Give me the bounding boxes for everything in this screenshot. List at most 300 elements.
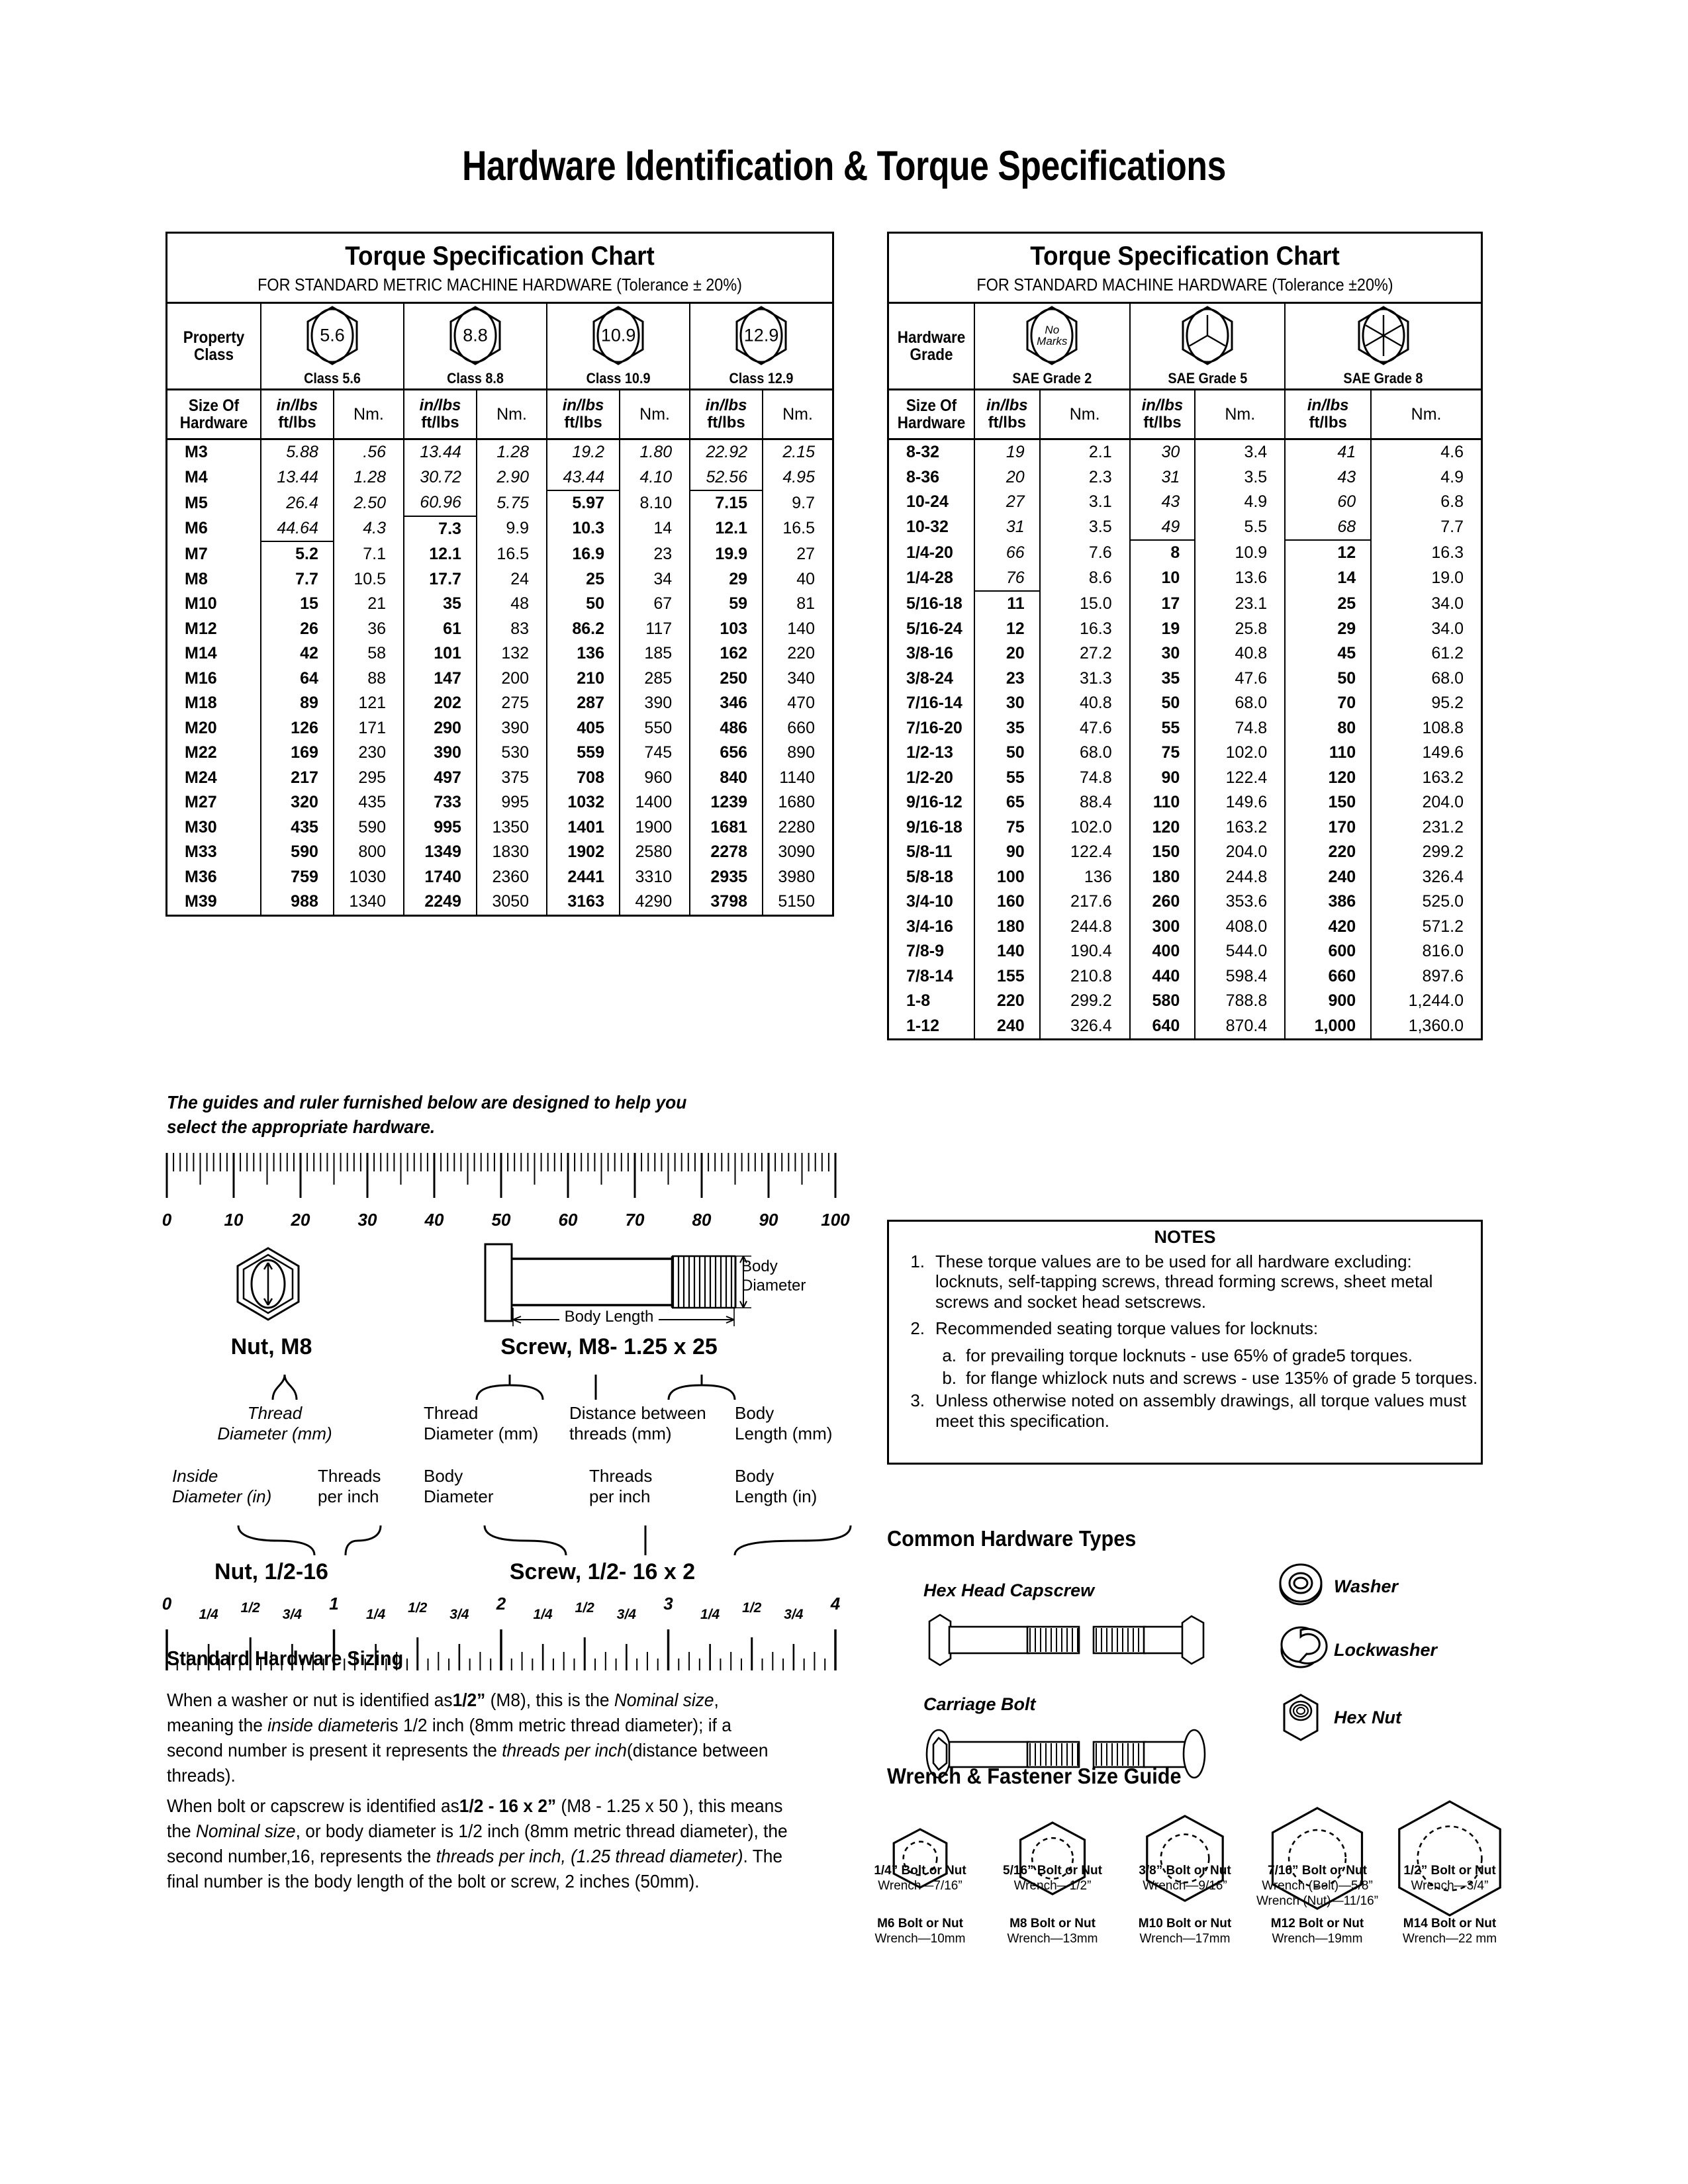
metric-table-row <box>167 766 832 791</box>
hex-class-icon: 5.6 <box>304 305 361 366</box>
sae-nm-cell: 571.2 <box>1371 915 1481 940</box>
metric-torque-cell: 35 <box>404 592 477 617</box>
sae-size-cell: 7/8-9 <box>906 942 944 961</box>
metric-nm-cell: 36 <box>334 617 404 642</box>
metric-torque-cell: 22.92 <box>690 439 763 465</box>
note-item <box>889 1251 1481 1312</box>
sae-nm-cell: 163.2 <box>1371 766 1481 791</box>
wrench-metric-size: Wrench—13mm <box>1007 1932 1098 1946</box>
screw-threads-per-inch-callout: Threads per inch <box>589 1466 653 1507</box>
sae-torque-cell: 90 <box>1130 766 1196 791</box>
metric-torque-cell: 147 <box>404 666 477 692</box>
metric-nm-cell: 16.5 <box>477 541 547 567</box>
wrench-imperial-size: Wrench—1/2” <box>1013 1879 1092 1893</box>
washer-icon <box>1278 1562 1324 1608</box>
sae-chart-header <box>889 234 1481 304</box>
metric-size-cell: M6 <box>185 519 208 538</box>
sae-torque-cell: 35 <box>974 716 1040 741</box>
sae-nm-cell: 897.6 <box>1371 964 1481 989</box>
screw-body-length-callout: Body Length (mm) <box>735 1403 833 1444</box>
metric-torque-cell: 217 <box>261 766 334 791</box>
metric-nm-cell: 1.28 <box>334 465 404 491</box>
metric-torque-cell: 590 <box>261 840 334 865</box>
sae-torque-cell: 420 <box>1285 915 1371 940</box>
sae-torque-cell: 10 <box>1130 566 1196 592</box>
metric-nm-cell: 470 <box>763 691 832 716</box>
sae-table-row <box>889 691 1481 716</box>
metric-torque-cell: 64 <box>261 666 334 692</box>
sae-torque-cell: 19 <box>974 439 1040 465</box>
sae-nm-cell: 408.0 <box>1195 915 1285 940</box>
metric-nm-cell: 23 <box>620 541 690 567</box>
inch-ruler-fraction-label: 1/4 <box>533 1607 553 1622</box>
washer-label: Washer <box>1334 1576 1399 1596</box>
sae-torque-cell: 240 <box>974 1014 1040 1039</box>
inch-ruler-whole-label: 3 <box>663 1594 673 1614</box>
note-subnumber: a. <box>942 1345 957 1365</box>
metric-torque-cell: 2278 <box>690 840 763 865</box>
body-diameter-label: Body Diameter <box>741 1257 806 1295</box>
inch-ruler-fraction-label: 1/2 <box>240 1600 260 1615</box>
sae-table-row <box>889 716 1481 741</box>
page-title: Hardware Identification & Torque Specifications <box>462 143 1226 189</box>
sae-torque-cell: 20 <box>974 465 1040 490</box>
metric-torque-cell: 126 <box>261 716 334 741</box>
metric-torque-cell: 320 <box>261 790 334 815</box>
note-number: 1. <box>910 1251 925 1271</box>
metric-ruler-tick-label: 80 <box>692 1210 712 1230</box>
sae-nm-cell: 15.0 <box>1040 591 1130 617</box>
sae-nm-cell: 13.6 <box>1195 566 1285 592</box>
metric-nm-cell: 960 <box>620 766 690 791</box>
sae-nm-cell: 34.0 <box>1371 591 1481 617</box>
sae-nm-cell: 68.0 <box>1040 741 1130 766</box>
sae-table-row <box>889 641 1481 666</box>
metric-nm-cell: 3310 <box>620 865 690 890</box>
metric-nm-cell: 67 <box>620 592 690 617</box>
metric-torque-cell: 89 <box>261 691 334 716</box>
sae-nm-cell: 7.7 <box>1371 515 1481 541</box>
metric-size-cell: M8 <box>185 569 208 588</box>
wrench-imperial-title: 7/16” Bolt or Nut <box>1268 1864 1367 1878</box>
wrench-metric-title: M12 Bolt or Nut <box>1270 1917 1364 1931</box>
sae-torque-cell: 80 <box>1285 716 1371 741</box>
screw-body-length-inch-callout: Body Length (in) <box>735 1466 818 1507</box>
sae-table-row <box>889 666 1481 692</box>
metric-nm-cell: 1830 <box>477 840 547 865</box>
sae-spec-table <box>889 304 1481 1038</box>
sizing-heading: Standard Hardware Sizing <box>167 1647 404 1670</box>
metric-table-row <box>167 741 832 766</box>
sae-nm-cell: 217.6 <box>1040 889 1130 915</box>
metric-size-cell: M30 <box>185 817 217 837</box>
sae-table-row <box>889 790 1481 815</box>
wrench-hex-icon-5 <box>1391 1800 1508 1920</box>
wrench-metric-title: M14 Bolt or Nut <box>1403 1917 1497 1931</box>
sae-nm-cell: 136 <box>1040 865 1130 890</box>
metric-size-label: Size Of Hardware <box>167 390 261 439</box>
metric-torque-cell: 202 <box>404 691 477 716</box>
wrench-imperial-label-2 <box>1003 1863 1102 1893</box>
metric-unit-nm-3: Nm. <box>620 390 690 439</box>
metric-torque-chart <box>165 232 834 917</box>
metric-nm-cell: 24 <box>477 567 547 592</box>
metric-nm-cell: 9.9 <box>477 516 547 542</box>
sae-torque-cell: 386 <box>1285 889 1371 915</box>
sae-nm-cell: 7.6 <box>1040 540 1130 566</box>
sae-nm-cell: 10.9 <box>1195 540 1285 566</box>
sae-nm-cell: 299.2 <box>1040 989 1130 1014</box>
metric-nm-cell: 295 <box>334 766 404 791</box>
sae-torque-cell: 50 <box>974 741 1040 766</box>
metric-nm-cell: 88 <box>334 666 404 692</box>
metric-nm-cell: 16.5 <box>763 516 832 542</box>
sae-size-cell: 1/2-13 <box>906 743 953 762</box>
sae-size-cell: 3/4-16 <box>906 917 953 936</box>
sae-torque-cell: 11 <box>974 591 1040 617</box>
sae-unit-inlbs-ftlbs-1: in/lbs ft/lbs <box>974 390 1040 439</box>
sae-table-row <box>889 591 1481 617</box>
metric-ruler-tick-label: 100 <box>821 1210 850 1230</box>
sae-nm-cell: 816.0 <box>1371 939 1481 964</box>
screw-thread-distance-callout: Distance between threads (mm) <box>569 1403 706 1444</box>
metric-torque-cell: 5.88 <box>261 439 334 465</box>
wrench-imperial-size: Wrench (Bolt)—5/8” <box>1262 1879 1373 1893</box>
metric-nm-cell: 3090 <box>763 840 832 865</box>
hex-head-capscrew-label: Hex Head Capscrew <box>923 1580 1095 1600</box>
metric-torque-cell: 50 <box>547 592 620 617</box>
nut-inside-diameter-callout: Inside Diameter (in) <box>172 1466 272 1507</box>
metric-torque-cell: 1349 <box>404 840 477 865</box>
metric-nm-cell: 58 <box>334 641 404 666</box>
sae-table-row <box>889 515 1481 541</box>
sae-torque-cell: 25 <box>1285 591 1371 617</box>
metric-torque-cell: 405 <box>547 716 620 741</box>
sae-nm-cell: 3.5 <box>1040 515 1130 541</box>
wrench-imperial-label-3 <box>1139 1863 1231 1893</box>
metric-nm-cell: .56 <box>334 439 404 465</box>
metric-torque-cell: 103 <box>690 617 763 642</box>
metric-torque-cell: 15 <box>261 592 334 617</box>
note-item <box>889 1318 1481 1338</box>
metric-size-cell: M12 <box>185 619 217 638</box>
inch-ruler-fraction-label: 3/4 <box>282 1607 302 1622</box>
metric-torque-cell: 60.96 <box>404 490 477 516</box>
metric-size-cell: M4 <box>185 468 208 487</box>
sae-size-cell: 1/4-20 <box>906 543 953 562</box>
sae-table-row <box>889 741 1481 766</box>
metric-table-row <box>167 541 832 567</box>
metric-torque-cell: 497 <box>404 766 477 791</box>
inch-ruler-fraction-label: 1/4 <box>700 1607 720 1622</box>
metric-nm-cell: 132 <box>477 641 547 666</box>
sae-nm-cell: 74.8 <box>1195 716 1285 741</box>
metric-size-cell: M33 <box>185 842 217 862</box>
metric-size-cell: M3 <box>185 443 208 462</box>
metric-chart-title: Torque Specification Chart <box>345 242 655 271</box>
metric-torque-cell: 16.9 <box>547 541 620 567</box>
sae-table-row <box>889 617 1481 642</box>
sae-nm-cell: 870.4 <box>1195 1014 1285 1039</box>
sae-size-cell: 7/16-20 <box>906 718 962 737</box>
sae-size-cell: 5/8-18 <box>906 867 953 886</box>
sae-torque-cell: 50 <box>1130 691 1196 716</box>
metric-table-row <box>167 666 832 692</box>
inch-ruler-fraction-label: 1/2 <box>408 1600 428 1615</box>
sae-torque-cell: 49 <box>1130 515 1196 541</box>
metric-nm-cell: 5.75 <box>477 490 547 516</box>
sae-nm-cell: 40.8 <box>1195 641 1285 666</box>
hex-nut-icon <box>1278 1691 1324 1743</box>
sae-nm-cell: 326.4 <box>1371 865 1481 890</box>
sae-size-cell: 1-12 <box>906 1016 940 1035</box>
sae-unit-inlbs-ftlbs-3: in/lbs ft/lbs <box>1285 390 1371 439</box>
metric-size-cell: M5 <box>185 493 208 512</box>
metric-torque-cell: 656 <box>690 741 763 766</box>
sae-torque-cell: 140 <box>974 939 1040 964</box>
metric-ruler-tick-label: 90 <box>759 1210 778 1230</box>
metric-size-cell: M16 <box>185 668 217 688</box>
sae-nm-cell: 34.0 <box>1371 617 1481 642</box>
metric-torque-cell: 1032 <box>547 790 620 815</box>
sae-nm-cell: 190.4 <box>1040 939 1130 964</box>
sae-torque-cell: 260 <box>1130 889 1196 915</box>
sae-torque-cell: 600 <box>1285 939 1371 964</box>
sae-torque-cell: 12 <box>1285 540 1371 566</box>
metric-torque-cell: 7.3 <box>404 516 477 542</box>
sae-nm-cell: 244.8 <box>1195 865 1285 890</box>
sae-torque-cell: 43 <box>1130 490 1196 515</box>
metric-table-row <box>167 516 832 542</box>
hex-grade-icon <box>1179 305 1236 366</box>
notes-title: NOTES <box>1154 1227 1216 1247</box>
metric-torque-cell: 2441 <box>547 865 620 890</box>
metric-size-cell: M22 <box>185 743 217 762</box>
metric-torque-cell: 250 <box>690 666 763 692</box>
sae-torque-cell: 20 <box>974 641 1040 666</box>
sae-nm-cell: 3.4 <box>1195 439 1285 465</box>
sae-nm-cell: 16.3 <box>1040 617 1130 642</box>
metric-torque-cell: 287 <box>547 691 620 716</box>
sae-nm-cell: 23.1 <box>1195 591 1285 617</box>
metric-nm-cell: 660 <box>763 716 832 741</box>
sae-torque-cell: 300 <box>1130 915 1196 940</box>
wrench-imperial-label-4 <box>1256 1863 1378 1909</box>
wrench-metric-title: M10 Bolt or Nut <box>1138 1917 1232 1931</box>
metric-torque-cell: 44.64 <box>261 516 334 542</box>
sae-torque-cell: 19 <box>1130 617 1196 642</box>
sae-size-cell: 1-8 <box>906 991 931 1011</box>
sae-nm-cell: 149.6 <box>1195 790 1285 815</box>
metric-size-cell: M7 <box>185 544 208 563</box>
sae-torque-cell: 120 <box>1285 766 1371 791</box>
metric-ruler-tick-label: 50 <box>491 1210 511 1230</box>
metric-nm-cell: 1400 <box>620 790 690 815</box>
metric-size-cell: M14 <box>185 644 217 663</box>
sae-torque-cell: 150 <box>1285 790 1371 815</box>
wrench-imperial-title: 1/4” Bolt or Nut <box>874 1864 966 1878</box>
inch-ruler-whole-label: 4 <box>830 1594 841 1614</box>
sae-torque-chart <box>887 232 1483 1040</box>
sae-table-row <box>889 766 1481 791</box>
guide-intro-text: The guides and ruler furnished below are designed to help you select the appropriate hardware. <box>167 1092 687 1137</box>
metric-size-cell: M20 <box>185 718 217 737</box>
sae-torque-cell: 660 <box>1285 964 1371 989</box>
lockwasher-icon <box>1278 1625 1324 1671</box>
hex-nut-label: Hex Nut <box>1334 1707 1402 1727</box>
metric-torque-cell: 559 <box>547 741 620 766</box>
sae-nm-cell: 353.6 <box>1195 889 1285 915</box>
sae-nm-cell: 68.0 <box>1371 666 1481 692</box>
metric-nm-cell: 530 <box>477 741 547 766</box>
metric-nm-cell: 3050 <box>477 889 547 915</box>
sae-torque-cell: 100 <box>974 865 1040 890</box>
metric-torque-cell: 2935 <box>690 865 763 890</box>
sae-table-row <box>889 865 1481 890</box>
sae-table-row <box>889 540 1481 566</box>
hex-class-icon: 12.9 <box>733 305 790 366</box>
sae-table-row <box>889 815 1481 841</box>
sae-table-row <box>889 566 1481 592</box>
notes-box <box>887 1220 1483 1465</box>
metric-torque-cell: 136 <box>547 641 620 666</box>
metric-chart-header <box>167 234 832 304</box>
metric-torque-cell: 25 <box>547 567 620 592</box>
metric-torque-cell: 42 <box>261 641 334 666</box>
metric-table-row <box>167 840 832 865</box>
nut-m8-diagram <box>218 1244 318 1327</box>
sae-torque-cell: 110 <box>1285 741 1371 766</box>
metric-nm-cell: 285 <box>620 666 690 692</box>
metric-nm-cell: 1140 <box>763 766 832 791</box>
metric-torque-cell: 1239 <box>690 790 763 815</box>
metric-torque-cell: 210 <box>547 666 620 692</box>
hex-grade-icon: No Marks <box>1023 305 1080 366</box>
sae-nm-cell: 210.8 <box>1040 964 1130 989</box>
metric-torque-cell: 733 <box>404 790 477 815</box>
sae-chart-subtitle: FOR STANDARD MACHINE HARDWARE (Tolerance ±20%) <box>976 275 1393 295</box>
hex-class-icon: 10.9 <box>590 305 647 366</box>
body-length-label: Body Length <box>559 1308 659 1327</box>
note-text: These torque values are to be used for all hardware excluding: locknuts, self-tapping screws, thread forming screws, sheet metal screws and socket head setscrews. <box>935 1251 1433 1312</box>
metric-nm-cell: 83 <box>477 617 547 642</box>
sizing-paragraph-1: When a washer or nut is identified as1/2” (M8), this is the Nominal size, meaning the inside diameteris 1/2 inch (8mm metric thread diameter); if a second number is present it represents the threads per inch(distance between threads). <box>167 1690 769 1786</box>
sae-grade-header-1: No Marks SAE Grade 2 <box>974 304 1130 390</box>
callout-braces-metric <box>165 1360 834 1406</box>
wrench-metric-label-3 <box>1139 1916 1231 1946</box>
sae-table-row <box>889 1014 1481 1039</box>
metric-nm-cell: 185 <box>620 641 690 666</box>
sae-nm-cell: 95.2 <box>1371 691 1481 716</box>
wrench-imperial-label-1 <box>874 1863 966 1893</box>
sae-torque-cell: 440 <box>1130 964 1196 989</box>
sae-unit-inlbs-ftlbs-2: in/lbs ft/lbs <box>1130 390 1196 439</box>
sae-torque-cell: 400 <box>1130 939 1196 964</box>
nut-m8-caption: Nut, M8 <box>230 1334 312 1359</box>
sae-torque-cell: 180 <box>974 915 1040 940</box>
metric-table-row <box>167 691 832 716</box>
note-subnumber: b. <box>942 1368 957 1388</box>
metric-unit-nm-2: Nm. <box>477 390 547 439</box>
sae-table-row <box>889 964 1481 989</box>
metric-nm-cell: 48 <box>477 592 547 617</box>
sae-torque-cell: 66 <box>974 540 1040 566</box>
sae-torque-cell: 580 <box>1130 989 1196 1014</box>
sae-nm-cell: 102.0 <box>1040 815 1130 841</box>
metric-class-header-2: 8.8 Class 8.8 <box>404 304 547 390</box>
metric-nm-cell: 2280 <box>763 815 832 841</box>
sae-nm-cell: 4.6 <box>1371 439 1481 465</box>
sae-torque-cell: 900 <box>1285 989 1371 1014</box>
metric-torque-cell: 13.44 <box>261 465 334 491</box>
metric-ruler-tick-label: 40 <box>424 1210 444 1230</box>
metric-table-row <box>167 790 832 815</box>
note-subitem <box>925 1368 1481 1388</box>
sae-size-cell: 8-32 <box>906 443 940 462</box>
sae-nm-cell: 2.1 <box>1040 439 1130 465</box>
metric-nm-cell: 34 <box>620 567 690 592</box>
metric-torque-cell: 169 <box>261 741 334 766</box>
sae-torque-cell: 68 <box>1285 515 1371 541</box>
sae-table-row <box>889 889 1481 915</box>
sae-torque-cell: 90 <box>974 840 1040 865</box>
metric-table-row <box>167 465 832 491</box>
metric-size-cell: M36 <box>185 867 217 886</box>
sae-size-cell: 5/8-11 <box>906 842 953 862</box>
metric-nm-cell: 117 <box>620 617 690 642</box>
metric-nm-cell: 1680 <box>763 790 832 815</box>
wrench-imperial-size: Wrench—7/16” <box>878 1879 962 1893</box>
metric-torque-cell: 13.44 <box>404 439 477 465</box>
sae-nm-cell: 108.8 <box>1371 716 1481 741</box>
wrench-metric-size: Wrench—22 mm <box>1402 1932 1497 1946</box>
metric-nm-cell: 890 <box>763 741 832 766</box>
metric-torque-cell: 7.7 <box>261 567 334 592</box>
sae-nm-cell: 326.4 <box>1040 1014 1130 1039</box>
metric-size-cell: M24 <box>185 768 217 787</box>
note-number: 2. <box>910 1318 925 1339</box>
metric-table-row <box>167 617 832 642</box>
sae-torque-cell: 31 <box>974 515 1040 541</box>
metric-torque-cell: 290 <box>404 716 477 741</box>
metric-torque-cell: 17.7 <box>404 567 477 592</box>
metric-torque-cell: 30.72 <box>404 465 477 491</box>
sae-size-cell: 7/16-14 <box>906 694 962 713</box>
metric-nm-cell: 550 <box>620 716 690 741</box>
sae-nm-cell: 525.0 <box>1371 889 1481 915</box>
metric-torque-cell: 3163 <box>547 889 620 915</box>
sae-torque-cell: 35 <box>1130 666 1196 692</box>
sizing-paragraph-2: When bolt or capscrew is identified as1/2 - 16 x 2” (M8 - 1.25 x 50 ), this means the Nominal size, or body diameter is 1/2 inch (8mm metric thread diameter), the second number,16, represents the threads per inch, (1.25 thread diameter). The final number is the body length of the bolt or screw, 2 inches (50mm). <box>167 1796 788 1892</box>
callout-braces-inch <box>165 1522 834 1562</box>
sae-nm-cell: 27.2 <box>1040 641 1130 666</box>
sae-torque-cell: 30 <box>1130 641 1196 666</box>
sae-nm-cell: 544.0 <box>1195 939 1285 964</box>
note-subitem <box>925 1345 1481 1365</box>
metric-size-cell: M39 <box>185 892 217 911</box>
metric-nm-cell: 5150 <box>763 889 832 915</box>
wrench-imperial-size: Wrench—3/4” <box>1411 1879 1489 1893</box>
metric-table-row <box>167 815 832 841</box>
sae-torque-cell: 55 <box>1130 716 1196 741</box>
nut-threads-per-inch-callout: Threads per inch <box>318 1466 381 1507</box>
metric-nm-cell: 390 <box>620 691 690 716</box>
sae-torque-cell: 27 <box>974 490 1040 515</box>
sae-torque-cell: 8 <box>1130 540 1196 566</box>
sae-nm-cell: 244.8 <box>1040 915 1130 940</box>
sae-size-cell: 3/8-16 <box>906 644 953 663</box>
note-text: Unless otherwise noted on assembly drawings, all torque values must meet this specification. <box>935 1390 1467 1431</box>
